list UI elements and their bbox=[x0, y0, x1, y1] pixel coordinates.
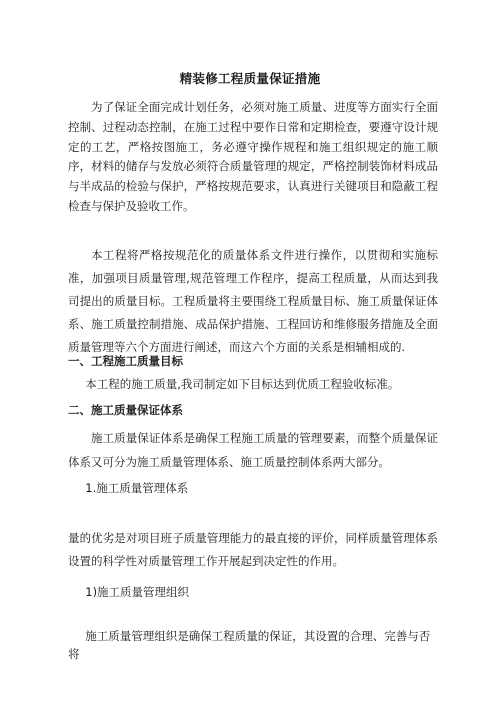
paragraph-overview: 本工程将严格按规范化的质量体系文件进行操作，以贯彻和实施标准，加强项目质量管理,规范管理工作程序，提高工程质量，从而达到我司提出的质量目标。工程质量将主要围绕工程质量目标、施工质量保证体系、施工质量控制措施、成品保护措施、工程回访和维修服务措施及全面质量管理等六个方面进行阐述，而这六个方面的关系是相辅相成的. bbox=[68, 248, 438, 354]
subsection-heading-management-system: 1.施工质量管理体系 bbox=[85, 481, 189, 495]
paragraph-quality-system: 施工质量保证体系是确保工程施工质量的管理要素，而整个质量保证体系又可分为施工质量管理体系、施工质量控制体系两大部分。 bbox=[68, 431, 438, 469]
paragraph-intro: 为了保证全面完成计划任务，必须对施工质量、进度等方面实行全面控制、过程动态控制，在施工过程中要作日常和定期检查，要遵守设计规定的工艺，严格按图施工，务必遵守操作规程和施工组织规定的施工顺序，材料的储存与发放必须符合质量管理的规定，严格控制装饰材料成品与半成品的检验与保护，严格按规范要求，认真进行关键项目和隐蔽工程检查与保护及验收工作。 bbox=[68, 100, 438, 213]
paragraph-management-organization: 施工质量管理组织是确保工程质量的保证，其设置的合理、完善与否将 bbox=[68, 629, 431, 661]
section-heading-quality-system: 二、施工质量保证体系 bbox=[68, 403, 183, 417]
paragraph-management-system: 量的优劣是对项目班子质量管理能力的最直接的评价，同样质量管理体系设置的科学性对质量管理工作开展起到决定性的作用。 bbox=[68, 531, 438, 568]
subsection-heading-management-organization: 1)施工质量管理组织 bbox=[85, 585, 190, 599]
section-heading-quality-target: 一、工程施工质量目标 bbox=[68, 354, 183, 368]
paragraph-quality-target: 本工程的施工质量,我司制定如下目标达到优质工程验收标准。 bbox=[85, 377, 400, 391]
document-title: 精装修工程质量保证措施 bbox=[179, 71, 321, 86]
